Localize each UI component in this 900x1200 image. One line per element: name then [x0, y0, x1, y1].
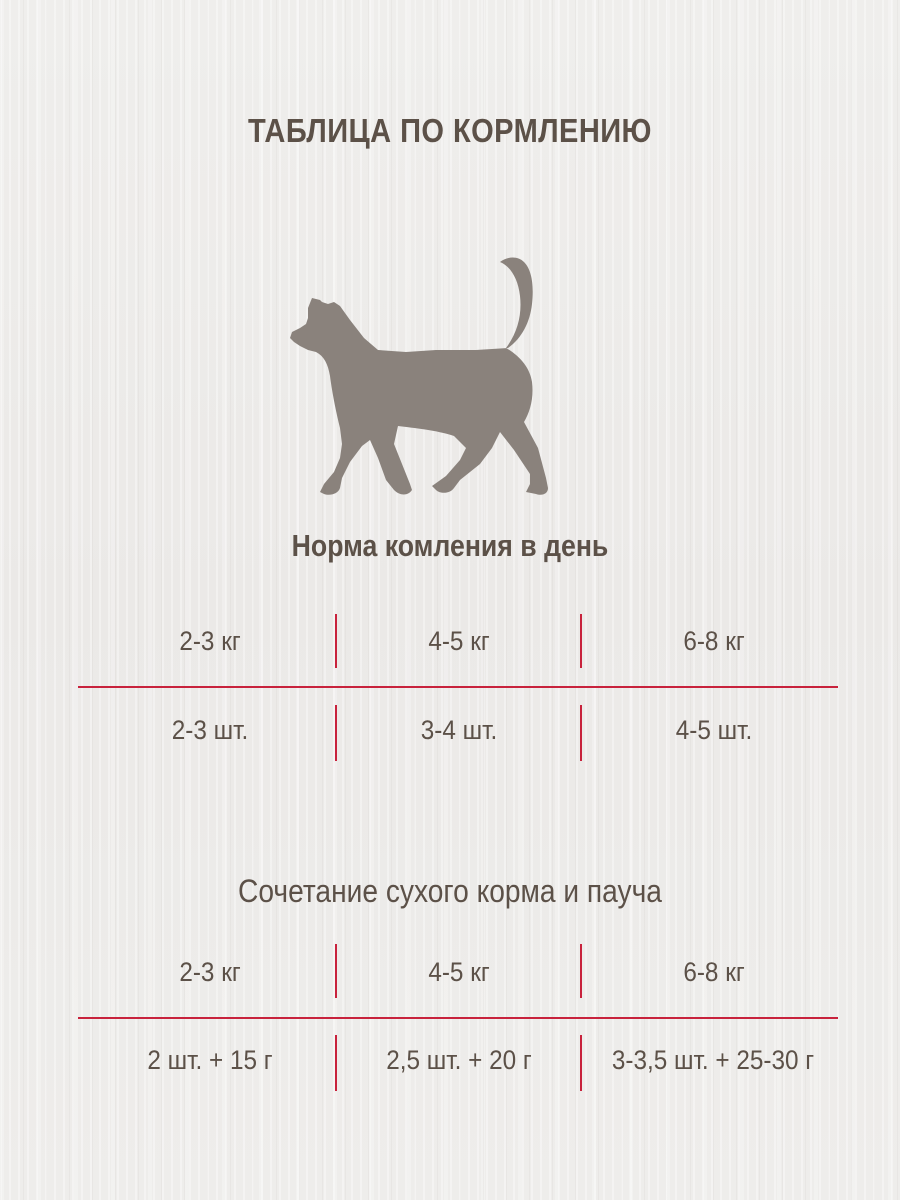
section1-weight-2: 4-5 кг	[428, 626, 490, 656]
section1-divider-h	[78, 686, 838, 688]
section1-amount-1: 2-3 шт.	[171, 715, 249, 745]
section2-divider-v2-bottom	[580, 1035, 582, 1091]
section1-amount-3: 4-5 шт.	[675, 715, 753, 745]
section1-weight-3: 6-8 кг	[683, 626, 745, 656]
section2-heading: Сочетание сухого корма и пауча	[238, 873, 662, 909]
section2-amount-1: 2 шт. + 15 г	[147, 1045, 273, 1075]
section2-divider-v2-top	[580, 944, 582, 998]
section1-amount-2: 3-4 шт.	[420, 715, 498, 745]
section2-amount-3: 3-3,5 шт. + 25-30 г	[611, 1045, 815, 1075]
section1-divider-v1-top	[335, 614, 337, 668]
section1-divider-v2-top	[580, 614, 582, 668]
page-title: ТАБЛИЦА ПО КОРМЛЕНИЮ	[248, 112, 652, 149]
cat-silhouette-icon	[286, 252, 552, 500]
section2-weight-3: 6-8 кг	[683, 957, 745, 987]
section2-divider-v1-bottom	[335, 1035, 337, 1091]
section1-weight-1: 2-3 кг	[179, 626, 241, 656]
section1-divider-v2-bottom	[580, 705, 582, 761]
section2-weight-1: 2-3 кг	[179, 957, 241, 987]
section2-divider-v1-top	[335, 944, 337, 998]
section2-amount-2: 2,5 шт. + 20 г	[386, 1045, 532, 1075]
section2-divider-h	[78, 1017, 838, 1019]
section1-heading: Норма комления в день	[291, 528, 609, 563]
section1-divider-v1-bottom	[335, 705, 337, 761]
section2-weight-2: 4-5 кг	[428, 957, 490, 987]
